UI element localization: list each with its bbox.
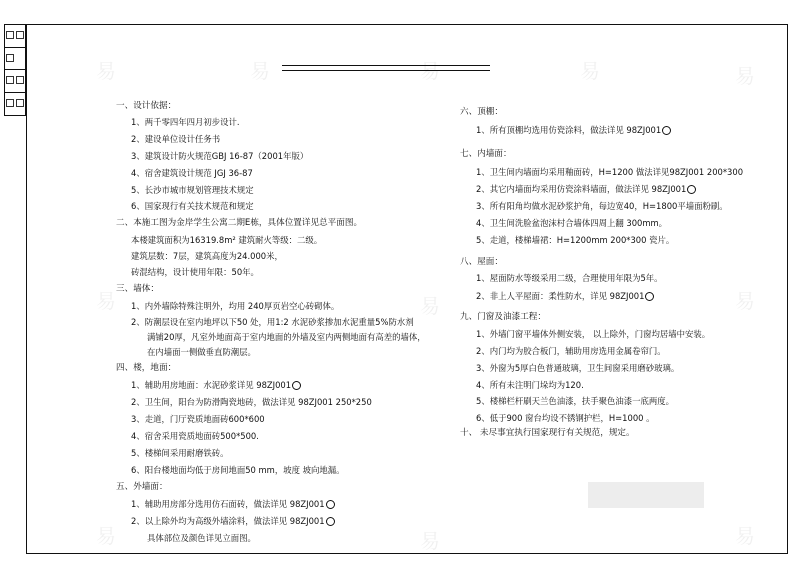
watermark-glyph: 易 <box>735 289 755 313</box>
stamp-box-icon <box>6 31 14 39</box>
note-line: 6、国家现行有关技术规范和规定 <box>131 201 254 211</box>
note-line: 4、宿舍建筑设计规范 JGJ 36-87 <box>131 168 253 178</box>
title-underline <box>282 70 490 71</box>
note-line: 具体部位及颜色详见立面图。 <box>147 533 256 543</box>
note-line: 满铺20厚，凡室外地面高于室内地面的外墙及室内两侧地面有高差的墙体， <box>147 332 426 342</box>
note-line <box>476 185 696 194</box>
note-line <box>476 126 671 135</box>
note-line: 1、外墙门窗平墙体外侧安装， 以上除外，门窗均居墙中安装。 <box>476 329 711 339</box>
title-block-cell <box>5 48 25 71</box>
detail-ref-icon <box>292 381 301 390</box>
detail-ref-icon <box>645 292 654 301</box>
note-line: 5、楼梯栏杆刷天兰色油漆，扶手聚色油漆一底两度。 <box>476 396 674 406</box>
stamp-box-icon <box>16 99 24 107</box>
detail-ref-icon <box>662 126 671 135</box>
note-line <box>131 517 335 526</box>
watermark-glyph: 易 <box>735 524 755 548</box>
note-line: 1、屋面防水等级采用二级，合理使用年限为5年。 <box>476 273 663 283</box>
watermark-logo <box>588 482 704 508</box>
note-line: 3、所有阳角均做水泥砂浆护角，每边宽40，H=1800平墙面粉刷。 <box>476 201 728 211</box>
watermark-glyph: 易 <box>250 59 270 83</box>
note-line: 6、低于900 窗台均设不锈钢护栏，H=1000 。 <box>476 413 655 423</box>
note-line: 4、宿舍采用瓷质地面砖500*500. <box>131 431 259 441</box>
watermark-glyph: 易 <box>420 529 440 553</box>
section-heading: 五、外墙面： <box>116 482 168 492</box>
detail-ref-icon <box>687 185 696 194</box>
note-text: 1、辅助用房地面：水泥砂浆详见 98ZJ001 <box>131 380 292 390</box>
watermark-glyph: 易 <box>580 59 600 83</box>
section-heading: 三、墙体： <box>116 284 159 294</box>
note-line: 建筑层数：7层，建筑高度为24.000米， <box>131 251 283 261</box>
watermark-glyph: 易 <box>96 524 116 548</box>
note-line: 2、内门均为胶合板门，辅助用房选用金属卷帘门。 <box>476 346 666 356</box>
note-line: 2、建设单位设计任务书 <box>131 134 221 144</box>
note-line: 3、外窗为5厚白色普通玻璃，卫生间窗采用磨砂玻璃。 <box>476 363 680 373</box>
note-line: 在内墙面一侧做垂直防潮层。 <box>147 347 256 357</box>
note-line: 5、长沙市城市规划管理技术规定 <box>131 185 254 195</box>
note-line: 1、两千零四年四月初步设计. <box>131 117 240 127</box>
note-line: 4、卫生间洗脸盆泡沫村合墙体四周上翻 300mm。 <box>476 218 668 228</box>
stamp-box-icon <box>6 54 14 62</box>
section-heading: 二、本施工图为金岸学生公寓二期E栋，具体位置详见总平面图。 <box>116 218 363 228</box>
note-line: 砖混结构，设计使用年限：50年。 <box>131 267 259 277</box>
detail-ref-icon <box>326 517 335 526</box>
watermark-glyph: 易 <box>420 294 440 318</box>
note-text: 1、所有顶棚均选用仿瓷涂料，做法详见 98ZJ001 <box>476 125 662 135</box>
section-heading: 六、顶棚： <box>460 107 503 117</box>
note-line: 3、走道，门厅瓷质地面砖600*600 <box>131 414 265 424</box>
note-line <box>131 381 301 390</box>
title-block <box>4 24 26 116</box>
watermark-glyph: 易 <box>96 59 116 83</box>
note-line: 1、卫生间内墙面均采用釉面砖，H=1200 做法详见98ZJ001 200*300 <box>476 167 744 177</box>
note-line: 2、防潮层设在室内地坪以下50 处，用1:2 水泥砂浆掺加水泥重量5%防水剂 <box>131 317 414 327</box>
note-line <box>131 500 335 509</box>
watermark-glyph: 易 <box>420 59 440 83</box>
note-text: 2、以上除外均为高级外墙涂料，做法详见 98ZJ001 <box>131 516 325 526</box>
note-text: 2、其它内墙面均采用仿瓷涂料墙面，做法详见 98ZJ001 <box>476 184 687 194</box>
title-block-cell <box>5 70 25 93</box>
stamp-box-icon <box>6 99 14 107</box>
note-line: 2、卫生间，阳台为防滑陶瓷地砖，做法详见 98ZJ001 250*250 <box>131 397 372 407</box>
section-heading: 七、内墙面： <box>460 149 512 159</box>
stamp-box-icon <box>16 31 24 39</box>
stamp-box-icon <box>6 76 14 84</box>
section-heading: 八、屋面： <box>460 257 503 267</box>
watermark-glyph: 易 <box>96 289 116 313</box>
title-block-cell <box>5 93 25 116</box>
title-underline <box>282 65 490 66</box>
note-line: 4、所有未注明门垛均为120. <box>476 380 584 390</box>
stamp-box-icon <box>16 76 24 84</box>
note-text: 1、辅助用房部分选用仿石面砖，做法详见 98ZJ001 <box>131 499 325 509</box>
section-heading: 九、门窗及油漆工程： <box>460 312 546 322</box>
title-block-cell <box>5 25 25 48</box>
note-line: 5、楼梯间采用耐磨铁砖。 <box>131 448 229 458</box>
detail-ref-icon <box>326 500 335 509</box>
note-text: 2、非上人平屋面：柔性防水，详见 98ZJ001 <box>476 291 645 301</box>
note-line <box>476 292 654 301</box>
section-heading: 四、楼，地面： <box>116 363 177 373</box>
section-heading: 十、 未尽事宜执行国家现行有关规范，规定。 <box>460 428 635 438</box>
section-heading: 一、设计依据： <box>116 101 177 111</box>
note-line: 5、走道，楼梯墙裙：H=1200mm 200*300 瓷片。 <box>476 235 675 245</box>
note-line: 1、内外墙除特殊注明外，均用 240厚页岩空心砖砌体。 <box>131 301 340 311</box>
watermark-glyph: 易 <box>735 64 755 88</box>
note-line: 3、建筑设计防火规范GBJ 16-87（2001年版） <box>131 151 309 161</box>
note-line: 6、阳台楼地面均低于房间地面50 mm，坡度 坡向地漏。 <box>131 465 345 475</box>
note-line: 本楼建筑面积为16319.8m² 建筑耐火等级：二级。 <box>131 235 323 245</box>
